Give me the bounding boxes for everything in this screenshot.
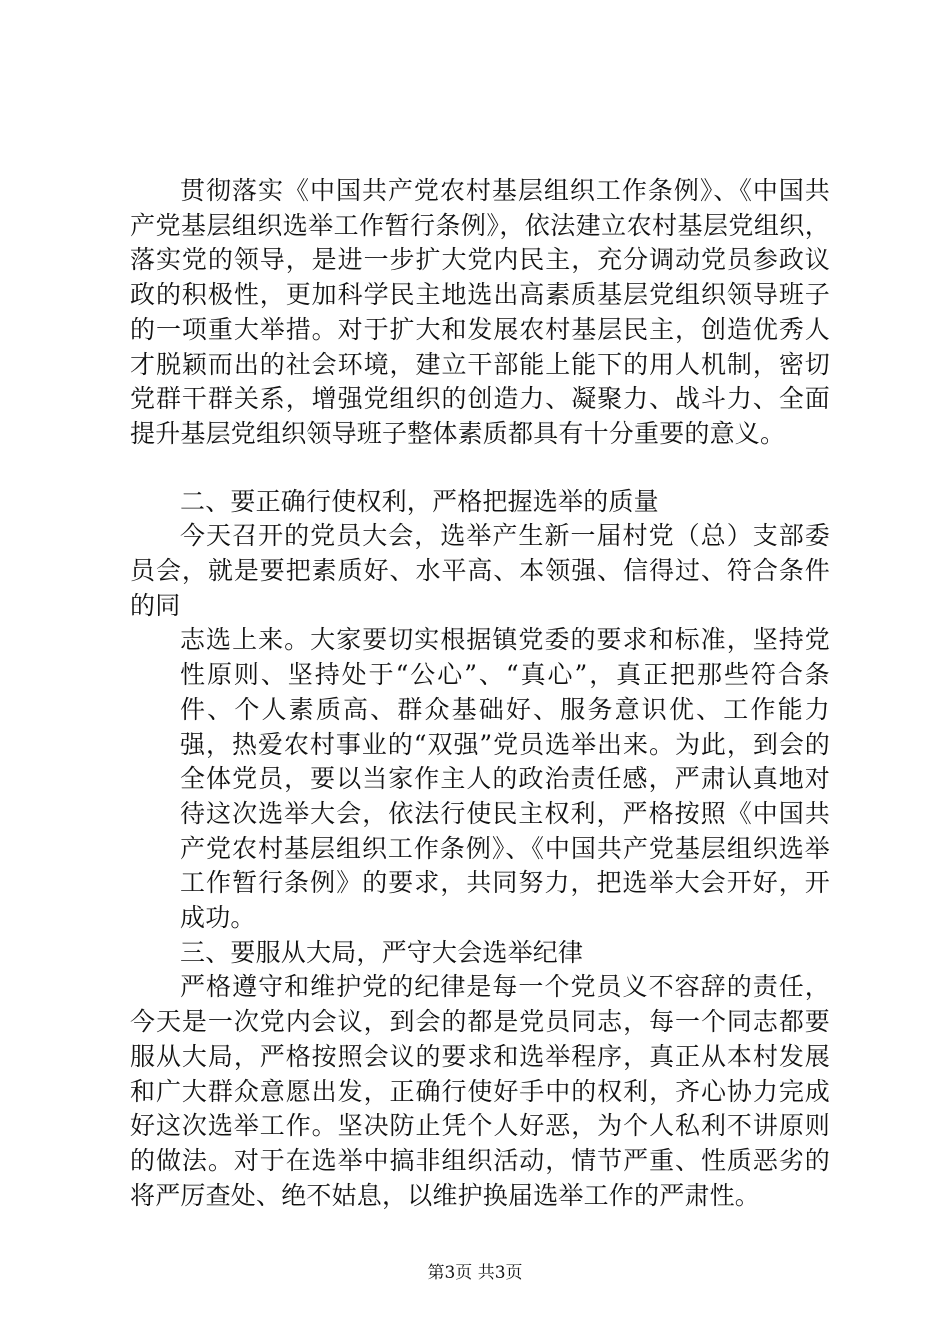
paragraph-discipline: 严格遵守和维护党的纪律是每一个党员义不容辞的责任，今天是一次党内会议，到会的都是党员同志，每一个同志都要服从大局，严格按照会议的要求和选举程序，真正从本村发展和广大群众意愿出发，正确行使好手中的权利，齐心协力完成好这次选举工作。坚决防止凭个人好恶，为个人私利不讲原则的做法。对于在选举中搞非组织活动，情节严重、性质恶劣的将严厉查处、绝不姑息，以维护换届选举工作的严肃性。 [130, 972, 830, 1210]
section-heading-3: 三、要服从大局，严守大会选举纪律 [180, 937, 584, 967]
document-body [130, 174, 830, 1213]
paragraph-election-continuation: 志选上来。大家要切实根据镇党委的要求和标准，坚持党性原则、坚持处于“公心”、“真心”，真正把那些符合条件、个人素质高、群众基础好、服务意识优、工作能力强，热爱农村事业的“双强”党员选举出来。为此，到会的全体党员，要以当家作主人的政治责任感，严肃认真地对待这次选举大会，依法行使民主权利，严格按照《中国共产党农村基层组织工作条例》、《中国共产党基层组织选举工作暂行条例》的要求，共同努力，把选举大会开好，开成功。 [180, 625, 830, 933]
paragraph-intro: 贯彻落实《中国共产党农村基层组织工作条例》、《中国共产党基层组织选举工作暂行条例》，依法建立农村基层党组织，落实党的领导，是进一步扩大党内民主，充分调动党员参政议政的积极性，更加科学民主地选出高素质基层党组织领导班子的一项重大举措。对于扩大和发展农村基层民主，创造优秀人才脱颖而出的社会环境，建立干部能上能下的用人机制，密切党群干群关系，增强党组织的创造力、凝聚力、战斗力、全面提升基层党组织领导班子整体素质都具有十分重要的意义。 [130, 176, 830, 448]
paragraph-spacer [130, 452, 830, 485]
paragraph-election-meeting: 今天召开的党员大会，选举产生新一届村党（总）支部委员会，就是要把素质好、水平高、本领强、信得过、符合条件的同 [130, 521, 830, 620]
page-number-footer: 第3页 共3页 [427, 1263, 523, 1283]
section-heading-2: 二、要正确行使权利，严格把握选举的质量 [180, 486, 659, 516]
